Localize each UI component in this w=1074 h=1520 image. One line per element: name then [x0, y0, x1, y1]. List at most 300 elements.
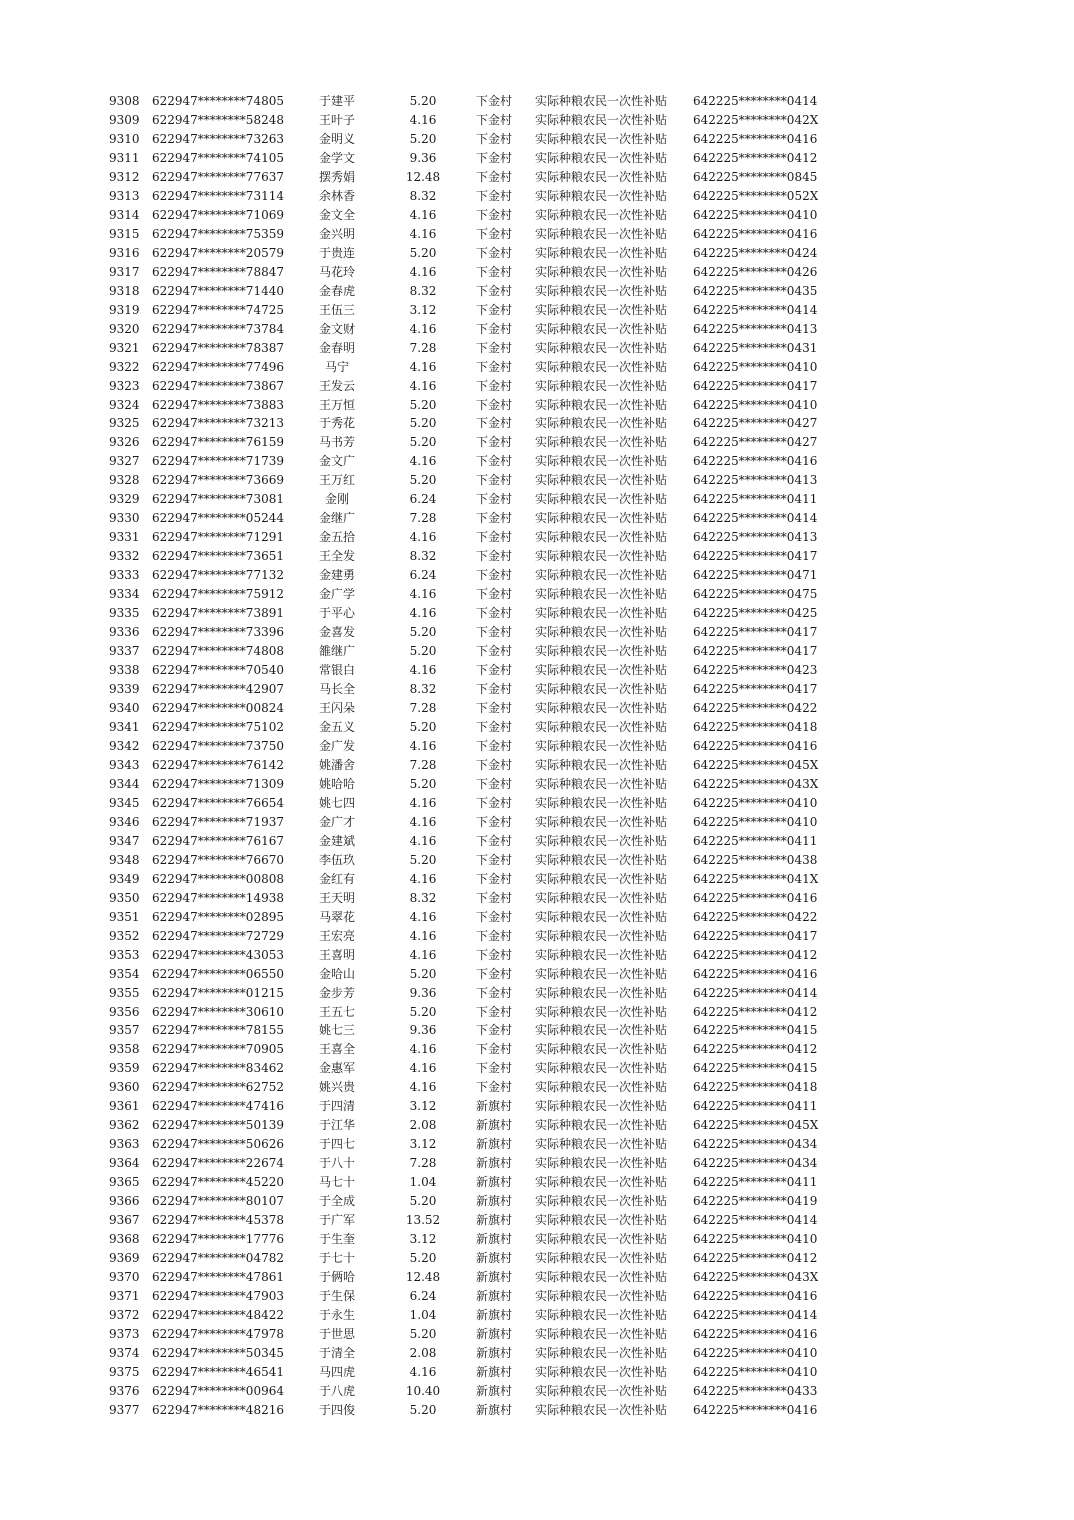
- amount-cell: 4.16: [409, 530, 437, 545]
- serial-number-cell: 9331: [109, 530, 140, 545]
- table-row: [0, 206, 1074, 225]
- id-number-cell: 642225********0411: [693, 833, 818, 848]
- name-cell: 金春虎: [318, 283, 355, 298]
- subsidy-type-cell: 实际种粮农民一次性补贴: [535, 1289, 668, 1304]
- name-cell: 于建平: [318, 94, 355, 108]
- table-row: [0, 623, 1074, 642]
- subsidy-type-cell: 实际种粮农民一次性补贴: [535, 795, 668, 810]
- serial-number-cell: 9348: [109, 852, 140, 867]
- village-cell: 下金村: [476, 169, 513, 184]
- id-number-cell: 642225********0417: [693, 644, 818, 659]
- id-number-cell: 642225********0418: [693, 1080, 818, 1095]
- name-cell: 金刚: [324, 492, 349, 507]
- bank-account-cell: 622947********75912: [152, 587, 284, 602]
- bank-account-cell: 622947********70540: [152, 663, 284, 678]
- village-cell: 下金村: [476, 340, 513, 355]
- subsidy-type-cell: 实际种粮农民一次性补贴: [535, 1080, 668, 1095]
- serial-number-cell: 9362: [109, 1118, 140, 1133]
- subsidy-type-cell: 实际种粮农民一次性补贴: [535, 94, 668, 108]
- serial-number-cell: 9351: [109, 909, 140, 924]
- bank-account-cell: 622947********74105: [152, 150, 284, 165]
- name-cell: 金继广: [318, 511, 355, 526]
- serial-number-cell: 9369: [109, 1251, 140, 1266]
- amount-cell: 7.28: [409, 701, 437, 715]
- subsidy-type-cell: 实际种粮农民一次性补贴: [535, 1364, 668, 1379]
- bank-account-cell: 622947********47903: [152, 1289, 284, 1304]
- amount-cell: 9.36: [409, 1023, 437, 1038]
- village-cell: 下金村: [476, 359, 513, 374]
- name-cell: 于生保: [318, 1289, 355, 1304]
- serial-number-cell: 9345: [109, 795, 140, 810]
- serial-number-cell: 9321: [109, 340, 140, 355]
- serial-number-cell: 9349: [109, 871, 140, 886]
- bank-account-cell: 622947********47416: [152, 1099, 284, 1114]
- subsidy-type-cell: 实际种粮农民一次性补贴: [535, 264, 668, 279]
- subsidy-type-cell: 实际种粮农民一次性补贴: [535, 682, 668, 697]
- village-cell: 下金村: [476, 644, 513, 659]
- serial-number-cell: 9355: [109, 985, 140, 1000]
- table-row: [0, 377, 1074, 396]
- village-cell: 下金村: [476, 473, 513, 488]
- subsidy-type-cell: 实际种粮农民一次性补贴: [535, 435, 668, 450]
- id-number-cell: 642225********0410: [693, 1364, 818, 1379]
- bank-account-cell: 622947********06550: [152, 966, 284, 981]
- id-number-cell: 642225********0416: [693, 1326, 818, 1341]
- village-cell: 下金村: [476, 757, 513, 772]
- id-number-cell: 642225********0412: [693, 1251, 818, 1266]
- serial-number-cell: 9359: [109, 1061, 140, 1076]
- bank-account-cell: 622947********73213: [152, 416, 284, 431]
- bank-account-cell: 622947********04782: [152, 1251, 284, 1266]
- subsidy-type-cell: 实际种粮农民一次性补贴: [535, 112, 668, 127]
- amount-cell: 4.16: [409, 454, 437, 469]
- table-row: [0, 1135, 1074, 1154]
- id-number-cell: 642225********0471: [693, 568, 818, 583]
- subsidy-type-cell: 实际种粮农民一次性补贴: [535, 530, 668, 545]
- name-cell: 雒继广: [318, 644, 355, 659]
- table-row: [0, 130, 1074, 149]
- amount-cell: 5.20: [409, 852, 437, 867]
- village-cell: 下金村: [476, 264, 513, 279]
- serial-number-cell: 9341: [109, 719, 140, 734]
- bank-account-cell: 622947********30610: [152, 1004, 284, 1019]
- amount-cell: 4.16: [409, 359, 437, 374]
- amount-cell: 7.28: [409, 757, 437, 772]
- subsidy-type-cell: 实际种粮农民一次性补贴: [535, 321, 668, 336]
- village-cell: 下金村: [476, 549, 513, 564]
- village-cell: 下金村: [476, 492, 513, 507]
- bank-account-cell: 622947********73883: [152, 397, 284, 412]
- subsidy-type-cell: 实际种粮农民一次性补贴: [535, 378, 668, 393]
- table-row: [0, 358, 1074, 377]
- village-cell: 新旗村: [476, 1118, 513, 1133]
- bank-account-cell: 622947********78387: [152, 340, 284, 355]
- serial-number-cell: 9365: [109, 1175, 140, 1190]
- name-cell: 马长全: [318, 682, 355, 697]
- serial-number-cell: 9326: [109, 435, 140, 450]
- table-row: [0, 1003, 1074, 1022]
- serial-number-cell: 9352: [109, 928, 140, 943]
- serial-number-cell: 9328: [109, 473, 140, 488]
- serial-number-cell: 9375: [109, 1364, 140, 1379]
- bank-account-cell: 622947********73081: [152, 492, 284, 507]
- table-row: [0, 433, 1074, 452]
- name-cell: 摆秀娟: [318, 169, 355, 184]
- subsidy-type-cell: 实际种粮农民一次性补贴: [535, 947, 668, 962]
- id-number-cell: 642225********0475: [693, 587, 818, 602]
- amount-cell: 13.52: [405, 1213, 441, 1228]
- table-row: [0, 1059, 1074, 1078]
- table-row: [0, 225, 1074, 244]
- table-row: [0, 1306, 1074, 1325]
- village-cell: 新旗村: [476, 1326, 513, 1341]
- bank-account-cell: 622947********74805: [152, 94, 284, 108]
- id-number-cell: 642225********045X: [693, 757, 819, 772]
- name-cell: 王伍三: [318, 302, 355, 317]
- village-cell: 新旗村: [476, 1289, 513, 1304]
- subsidy-type-cell: 实际种粮农民一次性补贴: [535, 1232, 668, 1247]
- amount-cell: 6.24: [409, 568, 437, 583]
- subsidy-type-cell: 实际种粮农民一次性补贴: [535, 814, 668, 829]
- bank-account-cell: 622947********74808: [152, 644, 284, 659]
- serial-number-cell: 9316: [109, 245, 140, 260]
- subsidy-type-cell: 实际种粮农民一次性补贴: [535, 1402, 668, 1417]
- id-number-cell: 642225********0416: [693, 454, 818, 469]
- name-cell: 马花玲: [318, 264, 355, 279]
- subsidy-type-cell: 实际种粮农民一次性补贴: [535, 852, 668, 867]
- village-cell: 下金村: [476, 1061, 513, 1076]
- table-row: [0, 851, 1074, 870]
- village-cell: 下金村: [476, 738, 513, 753]
- village-cell: 新旗村: [476, 1383, 513, 1398]
- name-cell: 王全发: [318, 549, 355, 564]
- village-cell: 下金村: [476, 928, 513, 943]
- name-cell: 王万恒: [318, 397, 355, 412]
- bank-account-cell: 622947********00964: [152, 1383, 284, 1398]
- amount-cell: 5.20: [409, 625, 437, 640]
- serial-number-cell: 9360: [109, 1080, 140, 1095]
- village-cell: 下金村: [476, 776, 513, 791]
- amount-cell: 4.16: [409, 587, 437, 602]
- subsidy-type-cell: 实际种粮农民一次性补贴: [535, 416, 668, 431]
- id-number-cell: 642225********0438: [693, 852, 818, 867]
- subsidy-type-cell: 实际种粮农民一次性补贴: [535, 302, 668, 317]
- table-row: [0, 680, 1074, 699]
- village-cell: 下金村: [476, 568, 513, 583]
- name-cell: 金建斌: [318, 833, 355, 848]
- table-row: [0, 1287, 1074, 1306]
- village-cell: 新旗村: [476, 1156, 513, 1171]
- table-row: [0, 813, 1074, 832]
- id-number-cell: 642225********0416: [693, 890, 818, 905]
- id-number-cell: 642225********0416: [693, 1402, 818, 1417]
- id-number-cell: 642225********0426: [693, 264, 818, 279]
- amount-cell: 4.16: [409, 1061, 437, 1076]
- table-row: [0, 870, 1074, 889]
- name-cell: 于四七: [318, 1137, 355, 1152]
- id-number-cell: 642225********0411: [693, 1099, 818, 1114]
- bank-account-cell: 622947********71440: [152, 283, 284, 298]
- subsidy-type-cell: 实际种粮农民一次性补贴: [535, 757, 668, 772]
- table-row: [0, 1211, 1074, 1230]
- amount-cell: 4.16: [409, 207, 437, 222]
- serial-number-cell: 9374: [109, 1345, 140, 1360]
- amount-cell: 5.20: [409, 416, 437, 431]
- table-row: [0, 396, 1074, 415]
- amount-cell: 5.20: [409, 1251, 437, 1266]
- id-number-cell: 642225********0414: [693, 302, 818, 317]
- bank-account-cell: 622947********73784: [152, 321, 284, 336]
- subsidy-type-cell: 实际种粮农民一次性补贴: [535, 738, 668, 753]
- subsidy-type-cell: 实际种粮农民一次性补贴: [535, 1042, 668, 1057]
- name-cell: 金学文: [318, 150, 355, 165]
- table-row: [0, 946, 1074, 965]
- village-cell: 下金村: [476, 682, 513, 697]
- table-row: [0, 794, 1074, 813]
- id-number-cell: 642225********0414: [693, 94, 818, 108]
- serial-number-cell: 9333: [109, 568, 140, 583]
- serial-number-cell: 9314: [109, 207, 140, 222]
- id-number-cell: 642225********0845: [693, 169, 818, 184]
- name-cell: 金春明: [318, 340, 355, 355]
- serial-number-cell: 9347: [109, 833, 140, 848]
- subsidy-type-cell: 实际种粮农民一次性补贴: [535, 131, 668, 146]
- table-row: [0, 149, 1074, 168]
- table-row: [0, 1401, 1074, 1420]
- name-cell: 金文全: [318, 207, 355, 222]
- village-cell: 下金村: [476, 226, 513, 241]
- bank-account-cell: 622947********76142: [152, 757, 284, 772]
- amount-cell: 6.24: [409, 1289, 437, 1304]
- village-cell: 新旗村: [476, 1137, 513, 1152]
- village-cell: 下金村: [476, 663, 513, 678]
- table-row: [0, 263, 1074, 282]
- serial-number-cell: 9363: [109, 1137, 140, 1152]
- village-cell: 下金村: [476, 606, 513, 621]
- id-number-cell: 642225********0411: [693, 1175, 818, 1190]
- id-number-cell: 642225********0411: [693, 492, 818, 507]
- village-cell: 下金村: [476, 321, 513, 336]
- id-number-cell: 642225********0413: [693, 530, 818, 545]
- serial-number-cell: 9308: [109, 94, 140, 108]
- village-cell: 下金村: [476, 1080, 513, 1095]
- id-number-cell: 642225********0424: [693, 245, 818, 260]
- serial-number-cell: 9350: [109, 890, 140, 905]
- table-row: [0, 547, 1074, 566]
- name-cell: 姚潘舍: [318, 757, 355, 772]
- amount-cell: 9.36: [409, 985, 437, 1000]
- name-cell: 于永生: [318, 1308, 355, 1322]
- serial-number-cell: 9334: [109, 587, 140, 602]
- name-cell: 金文财: [318, 321, 355, 336]
- village-cell: 下金村: [476, 852, 513, 867]
- table-row: [0, 566, 1074, 585]
- id-number-cell: 642225********0422: [693, 701, 818, 715]
- subsidy-type-cell: 实际种粮农民一次性补贴: [535, 1004, 668, 1019]
- table-row: [0, 737, 1074, 756]
- subsidy-type-cell: 实际种粮农民一次性补贴: [535, 1383, 668, 1398]
- id-number-cell: 642225********043X: [693, 776, 819, 791]
- table-row: [0, 908, 1074, 927]
- village-cell: 下金村: [476, 378, 513, 393]
- serial-number-cell: 9353: [109, 947, 140, 962]
- subsidy-type-cell: 实际种粮农民一次性补贴: [535, 1194, 668, 1209]
- table-row: [0, 585, 1074, 604]
- bank-account-cell: 622947********00824: [152, 701, 284, 715]
- bank-account-cell: 622947********75359: [152, 226, 284, 241]
- table-row: [0, 92, 1074, 111]
- name-cell: 于四清: [318, 1099, 355, 1114]
- name-cell: 姚七三: [318, 1023, 355, 1038]
- name-cell: 于清全: [318, 1345, 355, 1360]
- amount-cell: 5.20: [409, 644, 437, 659]
- bank-account-cell: 622947********50139: [152, 1118, 284, 1133]
- bank-account-cell: 622947********14938: [152, 890, 284, 905]
- id-number-cell: 642225********0414: [693, 985, 818, 1000]
- bank-account-cell: 622947********46541: [152, 1364, 284, 1379]
- subsidy-type-cell: 实际种粮农民一次性补贴: [535, 1251, 668, 1266]
- bank-account-cell: 622947********48422: [152, 1308, 284, 1322]
- id-number-cell: 642225********0410: [693, 1232, 818, 1247]
- village-cell: 下金村: [476, 966, 513, 981]
- serial-number-cell: 9320: [109, 321, 140, 336]
- amount-cell: 5.20: [409, 245, 437, 260]
- subsidy-type-cell: 实际种粮农民一次性补贴: [535, 985, 668, 1000]
- subsidy-type-cell: 实际种粮农民一次性补贴: [535, 928, 668, 943]
- amount-cell: 3.12: [409, 1232, 437, 1247]
- subsidy-type-cell: 实际种粮农民一次性补贴: [535, 568, 668, 583]
- bank-account-cell: 622947********73867: [152, 378, 284, 393]
- subsidy-type-cell: 实际种粮农民一次性补贴: [535, 1213, 668, 1228]
- bank-account-cell: 622947********70905: [152, 1042, 284, 1057]
- id-number-cell: 642225********0419: [693, 1194, 818, 1209]
- bank-account-cell: 622947********71937: [152, 814, 284, 829]
- table-row: [0, 889, 1074, 908]
- table-row: [0, 1154, 1074, 1173]
- amount-cell: 1.04: [409, 1308, 437, 1322]
- village-cell: 下金村: [476, 795, 513, 810]
- id-number-cell: 642225********0423: [693, 663, 818, 678]
- bank-account-cell: 622947********83462: [152, 1061, 284, 1076]
- id-number-cell: 642225********0422: [693, 909, 818, 924]
- subsidy-type-cell: 实际种粮农民一次性补贴: [535, 719, 668, 734]
- bank-account-cell: 622947********72729: [152, 928, 284, 943]
- name-cell: 于八十: [318, 1156, 355, 1171]
- amount-cell: 4.16: [409, 795, 437, 810]
- id-number-cell: 642225********0417: [693, 549, 818, 564]
- bank-account-cell: 622947********45220: [152, 1175, 284, 1190]
- village-cell: 下金村: [476, 188, 513, 203]
- serial-number-cell: 9332: [109, 549, 140, 564]
- subsidy-type-cell: 实际种粮农民一次性补贴: [535, 473, 668, 488]
- table-row: [0, 452, 1074, 471]
- village-cell: 新旗村: [476, 1308, 513, 1322]
- id-number-cell: 642225********0427: [693, 416, 818, 431]
- serial-number-cell: 9330: [109, 511, 140, 526]
- name-cell: 于生奎: [318, 1232, 355, 1247]
- name-cell: 于平心: [318, 606, 355, 621]
- table-row: [0, 1192, 1074, 1211]
- subsidy-type-cell: 实际种粮农民一次性补贴: [535, 454, 668, 469]
- subsidy-type-cell: 实际种粮农民一次性补贴: [535, 169, 668, 184]
- name-cell: 金广学: [318, 587, 355, 602]
- subsidy-type-cell: 实际种粮农民一次性补贴: [535, 663, 668, 678]
- serial-number-cell: 9364: [109, 1156, 140, 1171]
- amount-cell: 4.16: [409, 947, 437, 962]
- serial-number-cell: 9335: [109, 606, 140, 621]
- table-row: [0, 187, 1074, 206]
- table-row: [0, 471, 1074, 490]
- serial-number-cell: 9367: [109, 1213, 140, 1228]
- subsidy-type-cell: 实际种粮农民一次性补贴: [535, 511, 668, 526]
- name-cell: 马书芳: [318, 435, 355, 450]
- bank-account-cell: 622947********45378: [152, 1213, 284, 1228]
- table-row: [0, 1268, 1074, 1287]
- bank-account-cell: 622947********42907: [152, 682, 284, 697]
- subsidy-type-cell: 实际种粮农民一次性补贴: [535, 1023, 668, 1038]
- serial-number-cell: 9324: [109, 397, 140, 412]
- table-row: [0, 168, 1074, 187]
- village-cell: 下金村: [476, 283, 513, 298]
- subsidy-type-cell: 实际种粮农民一次性补贴: [535, 644, 668, 659]
- bank-account-cell: 622947********77132: [152, 568, 284, 583]
- serial-number-cell: 9336: [109, 625, 140, 640]
- table-row: [0, 1249, 1074, 1268]
- amount-cell: 4.16: [409, 1080, 437, 1095]
- amount-cell: 8.32: [409, 890, 437, 905]
- amount-cell: 8.32: [409, 549, 437, 564]
- id-number-cell: 642225********041X: [693, 871, 819, 886]
- serial-number-cell: 9313: [109, 188, 140, 203]
- village-cell: 下金村: [476, 416, 513, 431]
- bank-account-cell: 622947********58248: [152, 112, 284, 127]
- subsidy-list-table: [0, 92, 1074, 1420]
- bank-account-cell: 622947********50345: [152, 1345, 284, 1360]
- amount-cell: 2.08: [409, 1345, 437, 1360]
- id-number-cell: 642225********042X: [693, 112, 819, 127]
- village-cell: 下金村: [476, 150, 513, 165]
- subsidy-type-cell: 实际种粮农民一次性补贴: [535, 549, 668, 564]
- name-cell: 王五七: [318, 1004, 355, 1019]
- id-number-cell: 642225********0416: [693, 1289, 818, 1304]
- table-row: [0, 756, 1074, 775]
- id-number-cell: 642225********0416: [693, 131, 818, 146]
- id-number-cell: 642225********052X: [693, 188, 819, 203]
- serial-number-cell: 9370: [109, 1270, 140, 1285]
- table-row: [0, 1040, 1074, 1059]
- bank-account-cell: 622947********17776: [152, 1232, 284, 1247]
- village-cell: 下金村: [476, 1023, 513, 1038]
- amount-cell: 3.12: [409, 302, 437, 317]
- id-number-cell: 642225********0425: [693, 606, 818, 621]
- table-row: [0, 832, 1074, 851]
- serial-number-cell: 9312: [109, 169, 140, 184]
- village-cell: 下金村: [476, 302, 513, 317]
- amount-cell: 4.16: [409, 814, 437, 829]
- amount-cell: 5.20: [409, 397, 437, 412]
- bank-account-cell: 622947********80107: [152, 1194, 284, 1209]
- bank-account-cell: 622947********48216: [152, 1402, 284, 1417]
- name-cell: 于八虎: [318, 1383, 355, 1398]
- subsidy-type-cell: 实际种粮农民一次性补贴: [535, 1137, 668, 1152]
- id-number-cell: 642225********0417: [693, 682, 818, 697]
- amount-cell: 3.12: [409, 1099, 437, 1114]
- amount-cell: 4.16: [409, 909, 437, 924]
- id-number-cell: 642225********0412: [693, 1004, 818, 1019]
- name-cell: 王叶子: [318, 112, 355, 127]
- amount-cell: 8.32: [409, 188, 437, 203]
- serial-number-cell: 9356: [109, 1004, 140, 1019]
